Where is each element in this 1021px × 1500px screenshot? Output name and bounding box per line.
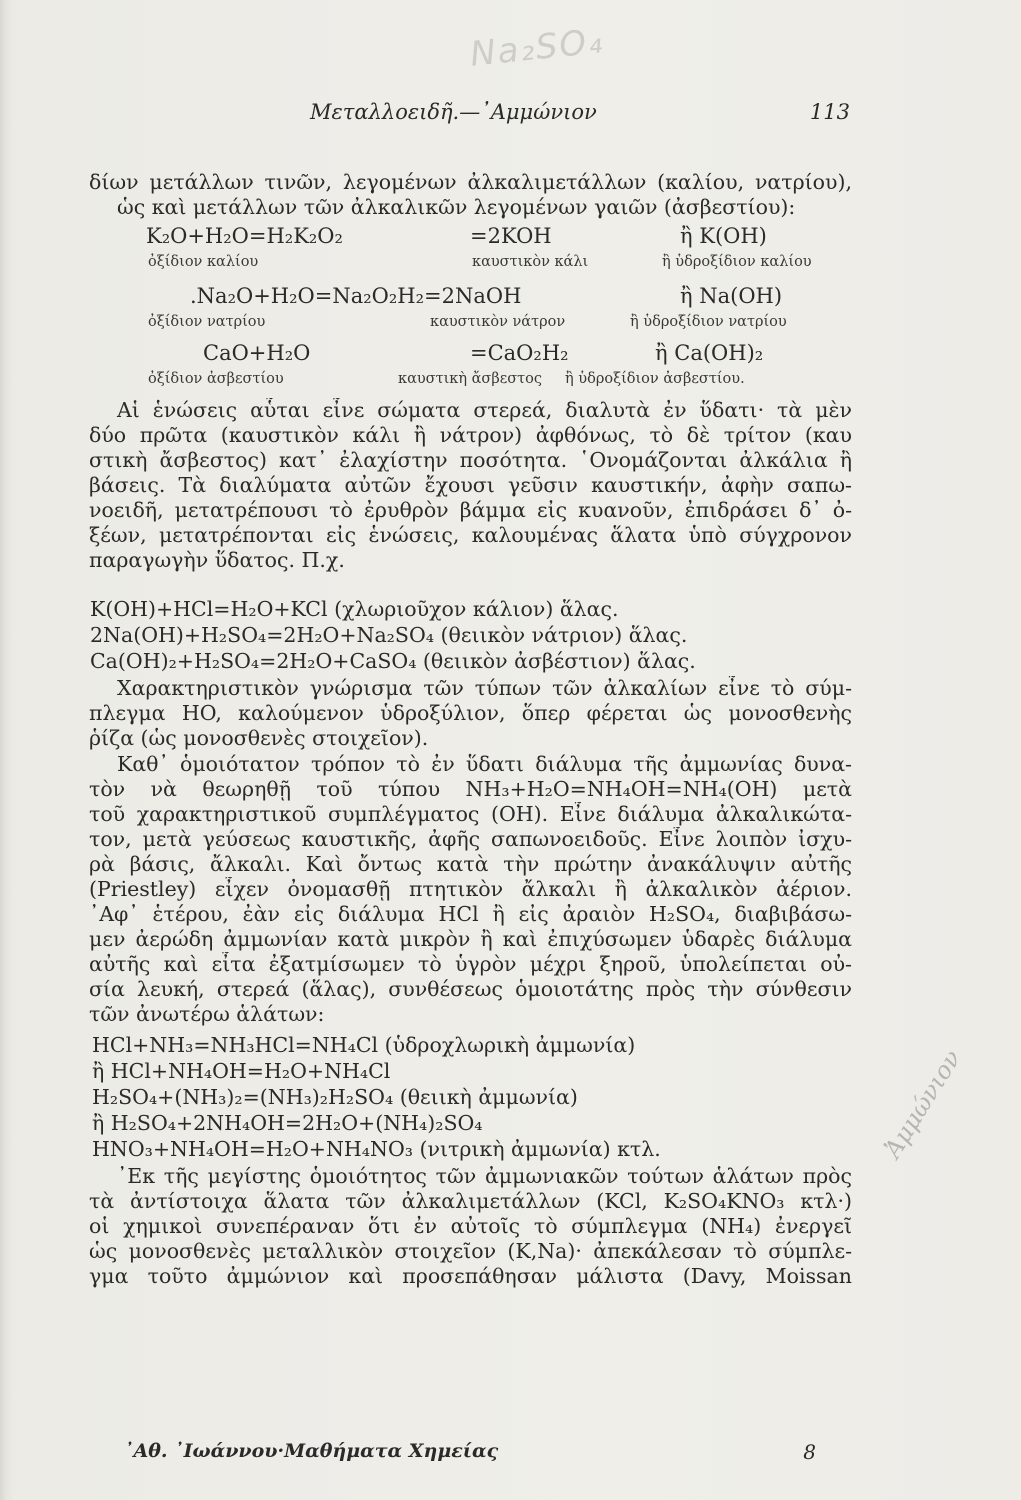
text-line: ὡς μονοσθενὲς μεταλλικὸν στοιχεῖον (K,Na)· ἀπεκάλεσαν τὸ σύμπλε- — [89, 1239, 852, 1263]
reaction-alt-formula: ἢ Na(OH) — [680, 284, 783, 308]
salt-equation: 2Na(OH)+H₂SO₄=2H₂O+Na₂SO₄ (θειικὸν νάτριον) ἅλας. — [90, 623, 688, 647]
text-line: μεν ἀερώδη ἀμμωνίαν κατὰ μικρὸν ἢ καὶ ἐπιχύσωμεν ὑδαρὲς διάλυμα — [89, 927, 852, 951]
text-line: ᾿Αφ᾿ ἑτέρου, ἐὰν εἰς διάλυμα HCl ἢ εἰς ἀραιὸν H₂SO₄, διαβιβάσω- — [89, 902, 852, 926]
paragraph-alkalis — [89, 398, 852, 573]
text-line: (Priestley) εἶχεν ὀνομασθῇ πτητικὸν ἄλκαλι ἢ ἀλκαλικὸν ἀέριον. — [89, 877, 852, 901]
reaction-label: ἢ ὑδροξίδιον νατρίου — [630, 314, 787, 330]
reaction-label: ὀξίδιον νατρίου — [148, 314, 266, 330]
signature-mark: 8 — [803, 1440, 816, 1464]
reaction-product: =CaO₂H₂ — [470, 341, 569, 365]
reaction-label: καυστικὸν κάλι — [472, 254, 589, 270]
text-line: ξέων, μετατρέπονται εἰς ἑνώσεις, καλουμένας ἅλατα ὑπὸ σύγχρονον — [89, 523, 852, 547]
salt-equation: Ca(OH)₂+H₂SO₄=2H₂O+CaSO₄ (θειικὸν ἀσβέστιον) ἅλας. — [90, 649, 696, 673]
paragraph-ammonium — [89, 1164, 852, 1289]
ammonium-equation: HNO₃+NH₄OH=H₂O+NH₄NO₃ (νιτρικὴ ἀμμωνία) κτλ. — [92, 1137, 661, 1161]
paragraph-intro — [89, 170, 852, 220]
reaction-label: ὀξίδιον ἀσβεστίου — [148, 371, 284, 387]
text-line: τοῦ χαρακτηριστικοῦ συμπλέγματος (OH). Εἶνε διάλυμα ἀλκαλικώτα- — [89, 802, 852, 826]
text-line: παραγωγὴν ὕδατος. Π.χ. — [89, 548, 345, 572]
text-line: οἱ χημικοὶ συνεπέραναν ὅτι ἐν αὐτοῖς τὸ σύμπλεγμα (NH₄) ἐνεργεῖ — [89, 1214, 852, 1238]
ammonium-equation: HCl+NH₃=NH₃HCl=NH₄Cl (ὑδροχλωρικὴ ἀμμωνία) — [92, 1033, 636, 1057]
text-line: τὰ ἀντίστοιχα ἅλατα τῶν ἀλκαλιμετάλλων (KCl, K₂SO₄KNO₃ κτλ·) — [89, 1189, 852, 1213]
text-line: στικὴ ἄσβεστος) κατ᾿ ἐλαχίστην ποσότητα. ῾Ονομάζονται ἀλκάλια ἢ — [89, 448, 852, 472]
text-line: τῶν ἀνωτέρω ἁλάτων: — [89, 1002, 325, 1026]
pencil-annotation: Na₂SO₄ — [468, 21, 606, 75]
ammonium-equation: ἢ H₂SO₄+2NH₄OH=2H₂O+(NH₄)₂SO₄ — [92, 1111, 483, 1135]
text-line: αὐτῆς καὶ εἶτα ἐξατμίσωμεν τὸ ὑγρὸν μέχρι ξηροῦ, ὑπολείπεται οὐ- — [89, 952, 852, 976]
text-line: τον, μετὰ γεύσεως καυστικῆς, ἀφῆς σαπωνοειδοῦς. Εἶνε λοιπὸν ἰσχυ- — [89, 827, 852, 851]
ammonium-equation: H₂SO₄+(NH₃)₂=(NH₃)₂H₂SO₄ (θειικὴ ἀμμωνία) — [92, 1085, 578, 1109]
text-line: Χαρακτηριστικὸν γνώρισμα τῶν τύπων τῶν ἀλκαλίων εἶνε τὸ σύμ- — [117, 676, 852, 700]
ammonium-equation: ἢ HCl+NH₄OH=H₂O+NH₄Cl — [92, 1059, 391, 1083]
text-line: δύο πρῶτα (καυστικὸν κάλι ἢ νάτρον) ἀφθόνως, τὸ δὲ τρίτον (καυ — [89, 423, 852, 447]
page-number: 113 — [809, 100, 850, 124]
text-line: πλεγμα HO, καλούμενον ὑδροξύλιον, ὅπερ φέρεται ὡς μονοσθενὴς — [89, 701, 852, 725]
running-header — [90, 100, 850, 130]
text-line: ρὰ βάσις, ἄλκαλι. Καὶ ὄντως κατὰ τὴν πρώτην ἀνακάλυψιν αὐτῆς — [89, 852, 852, 876]
reaction-equation: CaO+H₂O — [203, 341, 311, 365]
paragraph-ammonia — [89, 752, 852, 1027]
text-line: Αἱ ἑνώσεις αὗται εἶνε σώματα στερεά, διαλυτὰ ἐν ὕδατι· τὰ μὲν — [117, 398, 852, 422]
text-line: ὡς καὶ μετάλλων τῶν ἀλκαλικῶν λεγομένων γαιῶν (ἀσβεστίου): — [117, 195, 796, 219]
reaction-equation: .Na₂O+H₂O=Na₂O₂H₂=2NaOH — [190, 284, 522, 308]
reaction-alt-formula: ἢ K(OH) — [680, 224, 767, 248]
text-line: ῥίζα (ὡς μονοσθενὲς στοιχεῖον). — [89, 726, 429, 750]
reaction-label: ὀξίδιον καλίου — [148, 254, 259, 270]
reaction-product: =2KOH — [470, 224, 552, 248]
reaction-label: ἢ ὑδροξίδιον καλίου — [662, 254, 812, 270]
reaction-label: καυστικὴ ἄσβεστος — [398, 371, 542, 387]
paragraph-hydroxyl — [89, 676, 852, 751]
text-line: σία λευκή, στερεά (ἅλας), συνθέσεως ὁμοιοτάτης πρὸς τὴν σύνθεσιν — [89, 977, 852, 1001]
text-line: γμα τοῦτο ἀμμώνιον καὶ προσεπάθησαν μάλιστα (Davy, Moissan — [89, 1264, 852, 1288]
text-line: βάσεις. Τὰ διαλύματα αὐτῶν ἔχουσι γεῦσιν καυστικήν, ἀφὴν σαπω- — [89, 473, 852, 497]
text-line: τὸν νὰ θεωρηθῇ τοῦ τύπου NH₃+H₂O=NH₄OH=NH₄(OH) μετὰ — [89, 777, 852, 801]
reaction-label: καυστικὸν νάτρον — [430, 314, 566, 330]
footer-source: ᾿Αθ. ᾿Ιωάννου·Μαθήματα Χημείας — [124, 1440, 499, 1462]
margin-annotation: Ἀμμώνιον — [878, 1045, 967, 1163]
reaction-alt-formula: ἢ Ca(OH)₂ — [655, 341, 764, 365]
reaction-equation: K₂O+H₂O=H₂K₂O₂ — [146, 224, 343, 248]
salt-equation: K(OH)+HCl=H₂O+KCl (χλωριοῦχον κάλιον) ἅλας. — [90, 597, 619, 621]
text-line: Καθ᾿ ὁμοιότατον τρόπον τὸ ἐν ὕδατι διάλυμα τῆς ἀμμωνίας δυνα- — [117, 752, 852, 776]
text-line: νοειδῆ, μετατρέπουσι τὸ ἐρυθρὸν βάμμα εἰς κυανοῦν, ἐπιδράσει δ᾿ ὀ- — [89, 498, 852, 522]
page-footer — [124, 1440, 816, 1470]
text-line: δίων μετάλλων τινῶν, λεγομένων ἀλκαλιμετάλλων (καλίου, νατρίου), — [89, 170, 852, 194]
text-line: ᾿Εκ τῆς μεγίστης ὁμοιότητος τῶν ἀμμωνιακῶν τούτων ἁλάτων πρὸς — [117, 1164, 852, 1188]
reaction-label: ἢ ὑδροξίδιον ἀσβεστίου. — [565, 371, 745, 387]
running-title: Μεταλλοειδῆ.—᾿Αμμώνιον — [310, 100, 597, 124]
